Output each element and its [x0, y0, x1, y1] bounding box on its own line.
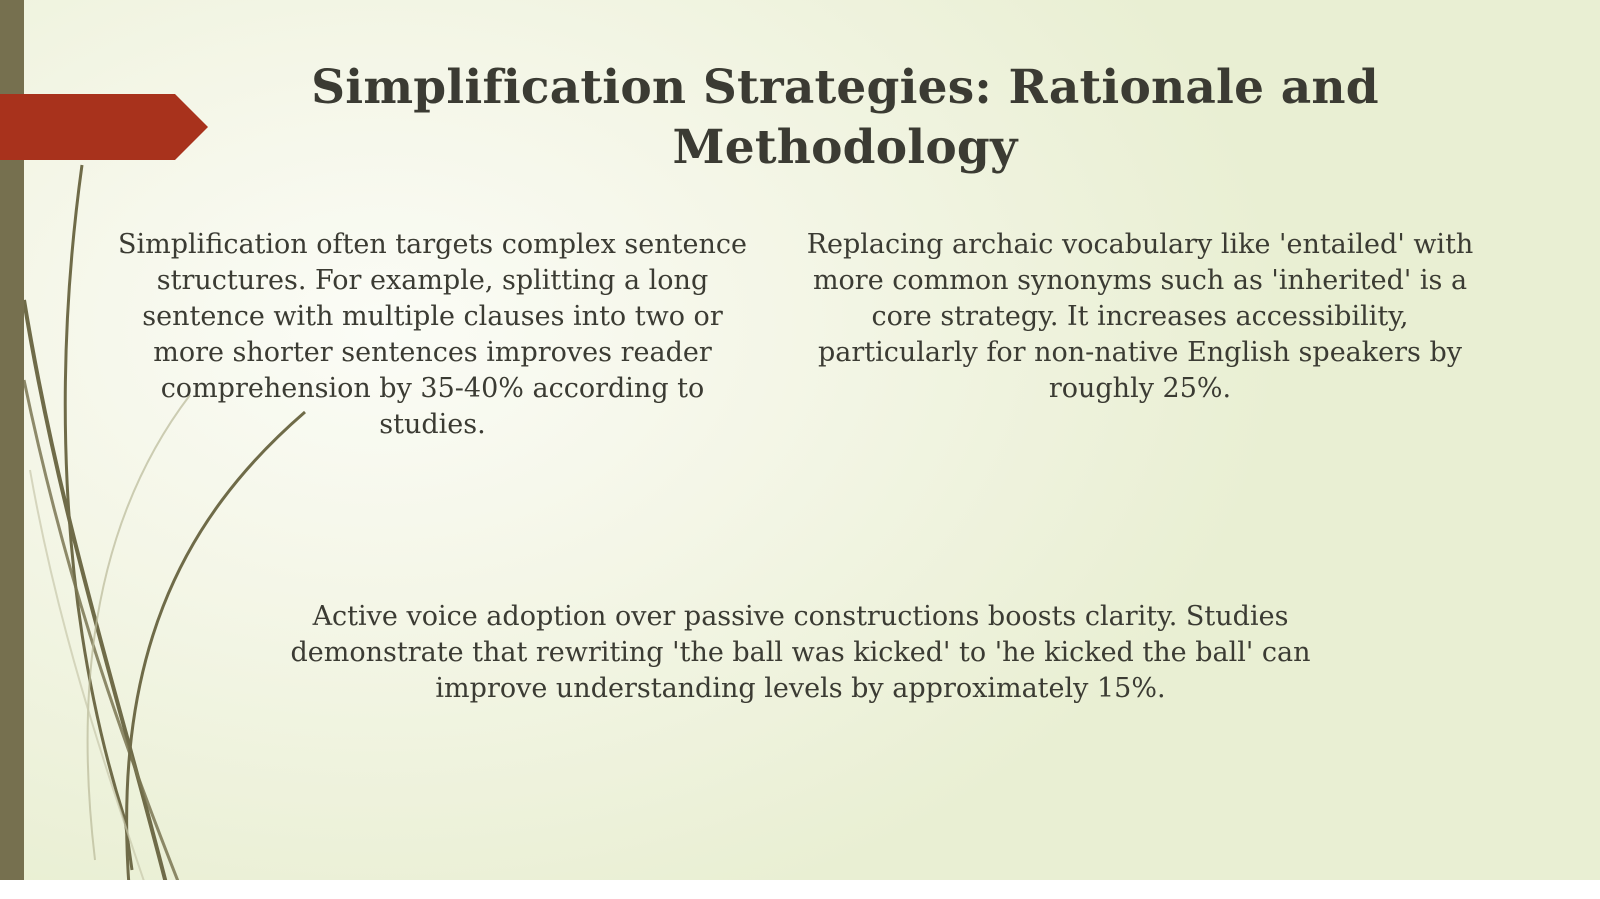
content-paragraph-vocabulary: Replacing archaic vocabulary like 'entailed' with more common synonyms such as 'inherited' is a core strategy. It increases accessibility, particularly for non-native English speakers by roughly 25%. [806, 229, 1474, 404]
slide-title: Simplification Strategies: Rationale and Methodology [311, 60, 1379, 175]
content-paragraph-active-voice: Active voice adoption over passive constructions boosts clarity. Studies demonstrate that rewriting 'the ball was kicked' to 'he kicked the ball' can improve understanding levels by approximately 15%. [290, 601, 1311, 704]
content-paragraph-sentence-structure: Simplification often targets complex sentence structures. For example, splitting a long sentence with multiple clauses into two or more shorter sentences improves reader comprehension by 35-40% according to studies. [118, 229, 747, 440]
bottom-edge [0, 880, 1600, 899]
